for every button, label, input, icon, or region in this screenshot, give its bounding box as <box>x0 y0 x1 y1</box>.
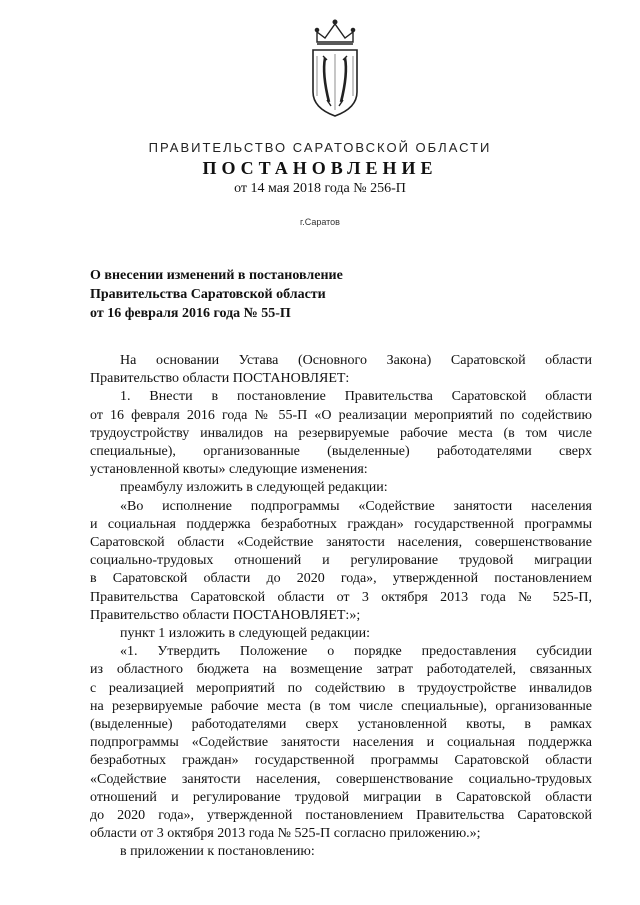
document-city: г.Саратов <box>300 217 340 227</box>
title-line: от 16 февраля 2016 года № 55-П <box>90 306 291 321</box>
body-line: от 16 февраля 2016 года № 55-П «О реализации мероприятий по содействию <box>90 407 592 423</box>
government-name: ПРАВИТЕЛЬСТВО САРАТОВСКОЙ ОБЛАСТИ <box>148 140 492 155</box>
body-line: пункт 1 изложить в следующей редакции: <box>120 626 370 642</box>
body-line: специальные), организованные (выделенные) работодателями сверх <box>90 444 592 460</box>
body-line: «Во исполнение подпрограммы «Содействие занятости населения <box>120 498 592 514</box>
body-line: в Саратовской области до 2020 года», утвержденной постановлением <box>90 571 592 587</box>
body-line: из областного бюджета на возмещение затрат работодателей, связанных <box>90 662 592 678</box>
body-line: на резервируемые рабочие места (в том числе специальные), организованные <box>90 698 592 714</box>
body-line: Правительство области ПОСТАНОВЛЯЕТ:»; <box>90 607 361 623</box>
body-line: безработных граждан» государственной программы Саратовской области <box>90 753 592 769</box>
body-line: «1. Утвердить Положение о порядке предоставления субсидии <box>120 644 592 660</box>
body-line: трудоустройству инвалидов на резервируемые рабочие места (в том числе <box>90 425 592 441</box>
document-date-number: от 14 мая 2018 года № 256-П <box>234 181 406 196</box>
body-line: преамбулу изложить в следующей редакции: <box>120 480 388 496</box>
body-line: и социальная поддержка безработных граждан» государственной программы <box>90 516 592 532</box>
body-line: (выделенные) работодателями сверх установленной квоты, в рамках <box>90 717 592 733</box>
body-line: в приложении к постановлению: <box>120 844 315 860</box>
body-line: до 2020 года», утвержденной постановлением Правительства Саратовской <box>90 808 592 824</box>
body-line: «Содействие занятости населения, совершенствование социально-трудовых <box>90 771 592 787</box>
document-type: ПОСТАНОВЛЕНИЕ <box>202 158 438 178</box>
title-line: О внесении изменений в постановление <box>90 268 343 283</box>
body-line: области от 3 октября 2013 года № 525-П согласно приложению.»; <box>90 826 481 842</box>
body-line: с реализацией мероприятий по содействию в трудоустройстве инвалидов <box>90 680 592 696</box>
body-line: На основании Устава (Основного Закона) Саратовской области <box>120 353 592 368</box>
document-title <box>90 266 510 323</box>
body-line: Правительства Саратовской области от 3 октября 2013 года № 525-П, <box>90 589 592 605</box>
body-line: социально-трудовых отношений и регулирование трудовой миграции <box>90 553 592 569</box>
body-line: подпрограммы «Содействие занятости населения и социальная поддержка <box>90 735 592 751</box>
document-body <box>90 352 592 862</box>
body-line: Правительство области ПОСТАНОВЛЯЕТ: <box>90 371 350 387</box>
body-line: отношений и регулирование трудовой миграции в Саратовской области <box>90 789 592 805</box>
title-line: Правительства Саратовской области <box>90 287 326 302</box>
body-line: Саратовской области «Содействие занятости населения, совершенствование <box>90 535 592 551</box>
coat-of-arms-emblem <box>305 12 365 118</box>
body-line: установленной квоты» следующие изменения: <box>90 462 368 478</box>
body-line: 1. Внести в постановление Правительства Саратовской области <box>120 389 592 405</box>
